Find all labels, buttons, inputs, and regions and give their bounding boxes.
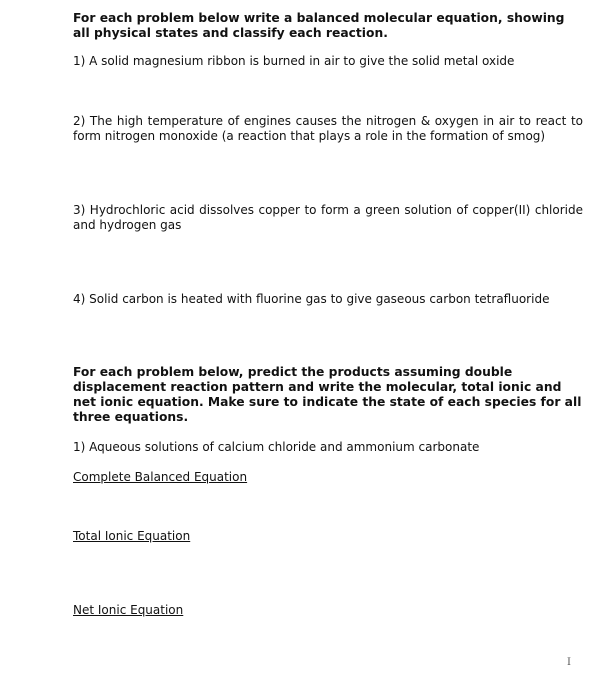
page-marker: I — [567, 657, 571, 668]
section1-problem-4: 4) Solid carbon is heated with fluorine gas to give gaseous carbon tetrafluoride — [73, 292, 550, 306]
section1-problem-1: 1) A solid magnesium ribbon is burned in air to give the solid metal oxide — [73, 54, 515, 68]
total-ionic-equation-label: Total Ionic Equation — [73, 529, 191, 543]
section2-heading: For each problem below, predict the products assuming double displacement reaction pattern and write the molecular, total ionic and net ionic equation. Make sure to indicate the state of each species for all three equations. — [73, 365, 582, 424]
section2-problem-1: 1) Aqueous solutions of calcium chloride and ammonium carbonate — [73, 440, 480, 454]
net-ionic-equation-label: Net Ionic Equation — [73, 603, 184, 617]
section1-problem-3: 3) Hydrochloric acid dissolves copper to form a green solution of copper(II) chloride and hydrogen gas — [73, 203, 583, 232]
section1-problem-2: 2) The high temperature of engines causes the nitrogen & oxygen in air to react to form nitrogen monoxide (a reaction that plays a role in the formation of smog) — [73, 114, 583, 143]
complete-balanced-equation-label: Complete Balanced Equation — [73, 470, 248, 484]
section1-heading: For each problem below write a balanced molecular equation, showing all physical states and classify each reaction. — [73, 11, 565, 40]
